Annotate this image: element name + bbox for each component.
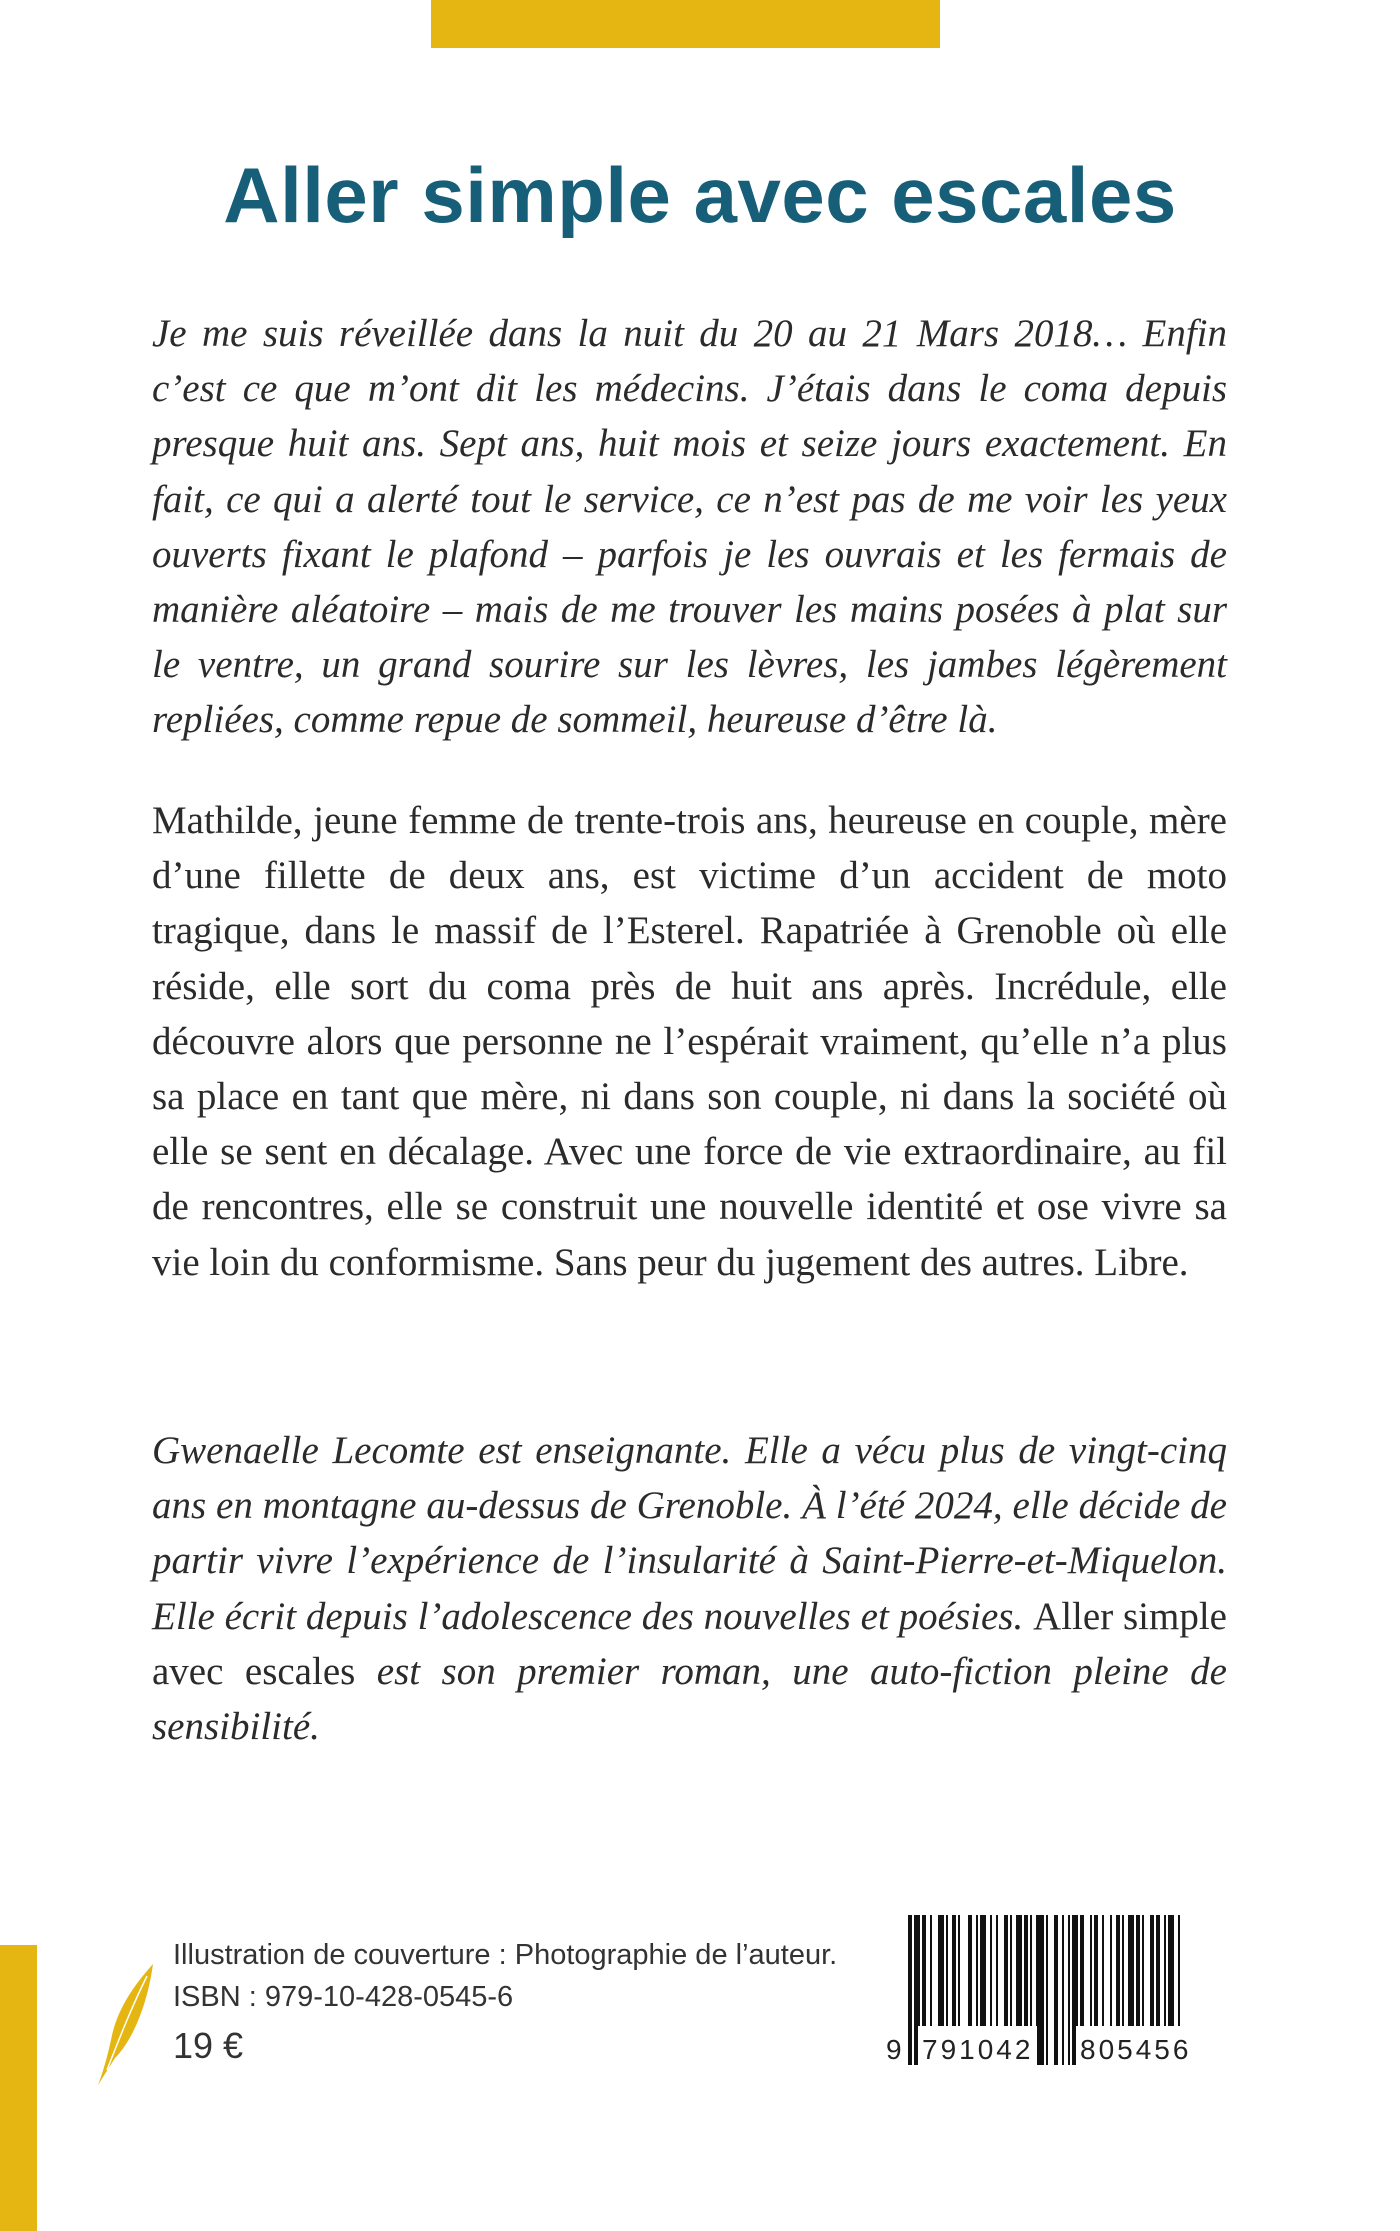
author-bio-book-title: Aller simple avec escales (152, 1594, 1227, 1693)
book-title: Aller simple avec escales (223, 151, 1177, 239)
barcode-right-digits: 805456 (1076, 2026, 1195, 2074)
barcode-bar (1062, 1915, 1064, 2065)
barcode-left-digits: 791042 (918, 2026, 1037, 2074)
author-bio (152, 1423, 1227, 1754)
author-bio-text: Gwenaelle Lecomte est enseignante. Elle a vécu plus de vingt-cinq ans en montagne au-dessus de Grenoble. À l’été 2024, elle décide de partir vivre l’expérience de l’insularité à Saint-Pierre-et-Miquelon. Elle écrit depuis l’adolescence des nouvelles et poésies. (152, 1429, 1227, 1638)
barcode-bar (1046, 1915, 1048, 2065)
side-accent-band (0, 1945, 37, 2231)
barcode-bar (1068, 1915, 1070, 2065)
isbn-barcode (886, 1915, 1216, 2085)
top-accent-band (431, 0, 940, 48)
barcode-bar (1054, 1915, 1058, 2065)
publication-info (173, 1934, 837, 2072)
feather-icon (95, 1962, 155, 2087)
price: 19 € (173, 2025, 244, 2066)
book-summary: Mathilde, jeune femme de trente-trois ans, heureuse en couple, mère d’une fillette de deux ans, est victime d’un accident de moto tragique, dans le massif de l’Esterel. Rapatriée à Grenoble où elle réside, elle sort du coma près de huit ans après. Incrédule, elle découvre alors que personne ne l’espérait vraiment, qu’elle n’a plus sa place en tant que mère, ni dans son couple, ni dans la société où elle se sent en décalage. Avec une force de vie extraordinaire, au fil de rencontres, elle se construit une nouvelle identité et ose vivre sa vie loin du conformisme. Sans peur du jugement des autres. Libre. (152, 799, 1227, 1284)
barcode-bar (908, 1915, 912, 2065)
cover-credit: Illustration de couverture : Photographie de l’auteur. (173, 1939, 838, 1971)
author-bio-text-end: est son premier roman, une auto-fiction pleine de sensibilité. (152, 1649, 1227, 1749)
book-excerpt: Je me suis réveillée dans la nuit du 20 au 21 Mars 2018… Enfin c’est ce que m’ont dit les médecins. J’étais dans le coma depuis presque huit ans. Sept ans, huit mois et seize jours exactement. En fait, ce qui a alerté tout le service, ce n’est pas de me voir les yeux ouverts fixant le plafond – parfois je les ouvrais et les fermais de manière aléatoire – mais de me trouver les mains posées à plat sur le ventre, un grand sourire sur les lèvres, les jambes légèrement repliées, comme repue de sommeil, heureuse d’être là. (152, 312, 1227, 742)
barcode-lead-digit: 9 (886, 2026, 902, 2074)
isbn-line: ISBN : 979-10-428-0545-6 (173, 1981, 514, 2013)
